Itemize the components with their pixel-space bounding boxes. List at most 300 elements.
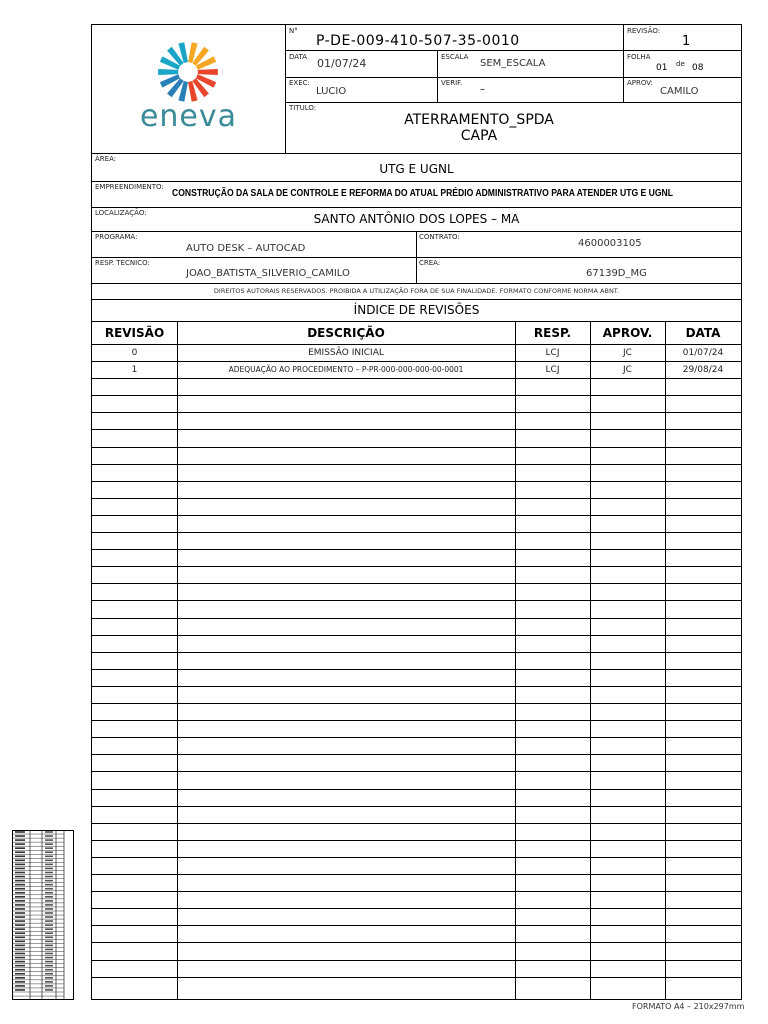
stamp-line (45, 851, 53, 853)
revision-cell-aprov (590, 841, 665, 857)
stamp-line (15, 843, 25, 845)
resp-tecnico-value: JOAO_BATISTA_SILVERIO_CAMILO (186, 268, 350, 279)
revision-row (92, 396, 741, 413)
revision-header-row (92, 322, 741, 345)
crea-value: 67139D_MG (586, 268, 647, 279)
stamp-line (45, 868, 53, 870)
revision-cell-descricao (177, 704, 515, 720)
revision-cell-revisao (92, 482, 177, 498)
revision-cell-data (665, 533, 741, 549)
revision-cell-data (665, 516, 741, 532)
date-value: 01/07/24 (317, 57, 367, 70)
stamp-line (15, 945, 25, 947)
revision-cell-aprov (590, 396, 665, 412)
revision-cell-data (665, 550, 741, 566)
revision-cell-descricao (177, 858, 515, 874)
revision-cell-data (665, 909, 741, 925)
revision-cell-descricao (177, 431, 515, 447)
revision-cell-resp (515, 482, 590, 498)
stamp-line (15, 961, 25, 963)
revision-cell-data (665, 790, 741, 806)
revision-row (92, 465, 741, 482)
revision-cell-resp (515, 944, 590, 960)
empreendimento-label: EMPREENDIMENTO: (95, 183, 164, 191)
revision-cell-revisao (92, 516, 177, 532)
revision-cell-aprov (590, 944, 665, 960)
stamp-line (15, 924, 25, 926)
revision-cell-descricao (177, 413, 515, 429)
revision-cell-resp (515, 448, 590, 464)
revision-row (92, 875, 741, 892)
revision-cell-revisao (92, 841, 177, 857)
stamp-line (45, 920, 53, 922)
revision-cell-aprov (590, 448, 665, 464)
area-value: UTG E UGNL (379, 162, 454, 176)
revision-cell-data (665, 721, 741, 737)
revision-cell-data (665, 602, 741, 618)
revision-cell-revisao (92, 944, 177, 960)
stamp-line (45, 941, 53, 943)
stamp-line (45, 864, 53, 866)
revision-cell-descricao (177, 533, 515, 549)
revision-row (92, 602, 741, 619)
direitos-notice: DIREITOS AUTORAIS RESERVADOS. PROIBIDA A UTILIZAÇÃO FORA DE SUA FINALIDADE. FORMATO CONFORME NORMA ABNT. (213, 287, 620, 295)
revision-row (92, 584, 741, 601)
revision-cell-resp (515, 909, 590, 925)
revision-cell-descricao (177, 670, 515, 686)
revision-row (92, 721, 741, 738)
revision-cell-revisao (92, 875, 177, 891)
revision-row (92, 413, 741, 430)
sun-ray (198, 69, 218, 75)
stamp-line (45, 953, 53, 955)
revision-number: 1 (682, 34, 691, 49)
verif-label: VERIF. (441, 79, 463, 87)
revision-cell-descricao (177, 653, 515, 669)
stamp-line (45, 924, 53, 926)
revision-cell-revisao (92, 602, 177, 618)
revision-cell-data (665, 687, 741, 703)
revision-row (92, 841, 741, 858)
revision-cell-aprov: JC (623, 365, 632, 376)
stamp-line (45, 872, 53, 874)
revision-cell-aprov (590, 978, 665, 994)
revision-cell-aprov (590, 379, 665, 395)
stamp-line (15, 941, 25, 943)
revision-cell-aprov (590, 619, 665, 635)
revision-cell-resp: LCJ (545, 348, 560, 358)
revision-cell-resp (515, 584, 590, 600)
revision-cell-data (665, 961, 741, 977)
stamp-line (15, 928, 25, 930)
stamp-line (15, 847, 25, 849)
stamp-line (45, 884, 53, 886)
revision-cell-descricao (177, 584, 515, 600)
titulo-label: TITULO: (289, 104, 317, 112)
revision-cell-data (665, 448, 741, 464)
stamp-line (15, 892, 25, 894)
revision-cell-revisao (92, 858, 177, 874)
revision-row (92, 790, 741, 807)
eneva-sun-icon (155, 39, 221, 105)
revision-row (92, 755, 741, 772)
revision-cell-aprov (590, 653, 665, 669)
revision-cell-resp (515, 738, 590, 754)
revision-cell-revisao (92, 978, 177, 994)
revisao-label: REVISÃO: (627, 27, 661, 35)
revision-row (92, 944, 741, 961)
revision-cell-revisao (92, 431, 177, 447)
revision-cell-aprov (590, 584, 665, 600)
revision-cell-descricao (177, 499, 515, 515)
revision-cell-data (665, 567, 741, 583)
revision-cell-aprov: JC (623, 348, 632, 358)
revision-cell-descricao (177, 755, 515, 771)
stamp-line (15, 908, 25, 910)
localizacao-label: LOCALIZAÇÃO: (95, 209, 147, 217)
revision-cell-resp (515, 687, 590, 703)
revision-cell-revisao (92, 755, 177, 771)
revision-cell-data (665, 926, 741, 942)
revision-cell-revisao (92, 687, 177, 703)
revision-cell-revisao (92, 448, 177, 464)
eneva-wordmark: eneva (139, 99, 238, 134)
revision-cell-data (665, 619, 741, 635)
revision-cell-data (665, 431, 741, 447)
revision-row (92, 926, 741, 943)
stamp-line (45, 904, 53, 906)
revision-cell-revisao (92, 465, 177, 481)
revision-cell-data (665, 824, 741, 840)
stamp-line (45, 880, 53, 882)
revision-cell-revisao (92, 550, 177, 566)
revision-cell-data (665, 482, 741, 498)
revision-cell-data (665, 738, 741, 754)
stamp-line (15, 884, 25, 886)
aprov-value: CAMILO (660, 86, 699, 97)
revision-cell-aprov (590, 892, 665, 908)
revision-cell-resp (515, 875, 590, 891)
revision-cell-revisao (92, 704, 177, 720)
revision-cell-aprov (590, 961, 665, 977)
revision-cell-revisao (92, 396, 177, 412)
stamp-line (45, 876, 53, 878)
stamp-line (15, 973, 25, 975)
revision-cell-resp (515, 636, 590, 652)
revision-cell-aprov (590, 875, 665, 891)
stamp-line (15, 953, 25, 955)
revision-cell-revisao: 1 (131, 365, 138, 376)
revision-cell-descricao: ADEQUAÇÃO AO PROCEDIMENTO – P-PR-000-000-000-00-0001 (228, 365, 464, 375)
revision-cell-aprov (590, 431, 665, 447)
stamp-line (45, 969, 53, 971)
revision-cell-aprov (590, 773, 665, 789)
revision-row (92, 636, 741, 653)
revision-cell-resp (515, 533, 590, 549)
revision-row (92, 345, 741, 362)
revision-cell-revisao (92, 773, 177, 789)
revision-cell-descricao (177, 773, 515, 789)
revision-cell-aprov (590, 807, 665, 823)
revision-row (92, 704, 741, 721)
revision-col-header: DESCRIÇÃO (307, 326, 385, 340)
revision-cell-revisao (92, 619, 177, 635)
stamp-line (15, 888, 25, 890)
revision-row (92, 858, 741, 875)
programa-value: AUTO DESK – AUTOCAD (186, 243, 306, 254)
stamp-line (45, 900, 53, 902)
stamp-line (45, 965, 53, 967)
stamp-line (45, 912, 53, 914)
revision-cell-aprov (590, 516, 665, 532)
stamp-line (15, 851, 25, 853)
revision-cell-resp (515, 892, 590, 908)
revision-cell-resp (515, 550, 590, 566)
revision-cell-aprov (590, 704, 665, 720)
revision-row (92, 961, 741, 978)
verif-value: – (480, 84, 485, 95)
revision-row (92, 619, 741, 636)
stamp-line (45, 989, 53, 991)
exec-label: EXEC: (289, 79, 310, 87)
revision-cell-aprov (590, 413, 665, 429)
eneva-logo (92, 25, 285, 153)
stamp-line (45, 847, 53, 849)
revision-cell-data (665, 773, 741, 789)
revision-cell-resp (515, 431, 590, 447)
revision-cell-descricao (177, 687, 515, 703)
revision-cell-data (665, 396, 741, 412)
revision-cell-descricao (177, 482, 515, 498)
revision-cell-data (665, 670, 741, 686)
stamp-line (45, 945, 53, 947)
revision-cell-data (665, 413, 741, 429)
revision-cell-resp (515, 807, 590, 823)
stamp-line (15, 916, 25, 918)
revision-index-title: ÍNDICE DE REVISÕES (353, 303, 480, 317)
stamp-line (15, 839, 25, 841)
revision-cell-aprov (590, 465, 665, 481)
stamp-line (15, 896, 25, 898)
revision-cell-descricao (177, 807, 515, 823)
revision-cell-resp (515, 670, 590, 686)
revision-cell-descricao (177, 448, 515, 464)
revision-cell-resp (515, 721, 590, 737)
revision-col-header: RESP. (533, 326, 572, 340)
stamp-line (45, 888, 53, 890)
revision-cell-aprov (590, 567, 665, 583)
revision-cell-resp (515, 379, 590, 395)
revision-cell-resp (515, 704, 590, 720)
revision-cell-aprov (590, 858, 665, 874)
revision-cell-resp (515, 961, 590, 977)
revision-cell-revisao: 0 (131, 348, 138, 358)
revision-cell-resp (515, 858, 590, 874)
revision-cell-revisao (92, 533, 177, 549)
stamp-line (15, 835, 25, 837)
revision-cell-descricao (177, 892, 515, 908)
revision-row (92, 807, 741, 824)
revision-cell-resp (515, 773, 590, 789)
stamp-line (45, 928, 53, 930)
revision-cell-aprov (590, 499, 665, 515)
revision-cell-data (665, 584, 741, 600)
revision-cell-descricao (177, 619, 515, 635)
revision-cell-resp (515, 824, 590, 840)
stamp-line (45, 860, 53, 862)
revision-cell-resp (515, 413, 590, 429)
document-number: P-DE-009-410-507-35-0010 (316, 33, 520, 49)
formato-note: FORMATO A4 – 210x297mm (632, 1002, 745, 1011)
revision-cell-revisao (92, 824, 177, 840)
revision-row (92, 773, 741, 790)
data-label: DATA (289, 53, 308, 61)
revision-cell-revisao (92, 721, 177, 737)
revision-col-header: DATA (685, 326, 721, 340)
stamp-line (45, 856, 53, 858)
revision-row (92, 362, 741, 379)
revision-row (92, 533, 741, 550)
revision-cell-data (665, 858, 741, 874)
escala-value: SEM_ESCALA (480, 58, 546, 69)
revision-cell-revisao (92, 892, 177, 908)
stamp-line (15, 981, 25, 983)
revision-cell-aprov (590, 602, 665, 618)
revision-row (92, 824, 741, 841)
folha-index-stamp (12, 830, 74, 1000)
title-line-1: ATERRAMENTO_SPDA (404, 112, 554, 128)
stamp-line (15, 969, 25, 971)
revision-cell-descricao (177, 926, 515, 942)
stamp-line (15, 856, 25, 858)
stamp-line (15, 965, 25, 967)
revision-col-header: APROV. (602, 326, 653, 340)
revision-cell-revisao (92, 584, 177, 600)
stamp-line (45, 843, 53, 845)
stamp-line (45, 985, 53, 987)
stamp-line (45, 937, 53, 939)
revision-cell-descricao (177, 875, 515, 891)
revision-row (92, 448, 741, 465)
revision-cell-resp (515, 619, 590, 635)
localizacao-value: SANTO ANTÔNIO DOS LOPES – MA (313, 212, 520, 226)
revision-cell-revisao (92, 567, 177, 583)
revision-cell-descricao (177, 978, 515, 994)
revision-cell-data (665, 841, 741, 857)
stamp-line (45, 932, 53, 934)
revision-cell-resp (515, 841, 590, 857)
revision-cell-descricao (177, 379, 515, 395)
revision-row (92, 482, 741, 499)
revision-cell-data (665, 636, 741, 652)
crea-label: CREA: (419, 259, 441, 267)
escala-label: ESCALA (441, 53, 469, 61)
exec-value: LUCIO (316, 86, 347, 97)
revision-cell-data (665, 807, 741, 823)
revision-cell-descricao (177, 567, 515, 583)
stamp-line (15, 957, 25, 959)
revision-cell-data (665, 755, 741, 771)
revision-cell-aprov (590, 636, 665, 652)
revision-cell-descricao (177, 550, 515, 566)
revision-cell-descricao (177, 396, 515, 412)
stamp-line (15, 949, 25, 951)
stamp-line (45, 916, 53, 918)
area-label: ÁREA: (95, 155, 117, 163)
revision-cell-aprov (590, 790, 665, 806)
stamp-line (45, 957, 53, 959)
stamp-line (15, 831, 25, 833)
revision-row (92, 738, 741, 755)
revision-cell-resp (515, 396, 590, 412)
revision-row (92, 909, 741, 926)
revision-cell-revisao (92, 926, 177, 942)
stamp-line (45, 908, 53, 910)
revision-cell-descricao (177, 824, 515, 840)
revision-cell-aprov (590, 755, 665, 771)
stamp-line (15, 985, 25, 987)
revision-col-header: REVISÃO (104, 326, 165, 340)
stamp-line (15, 872, 25, 874)
revision-cell-resp (515, 567, 590, 583)
revision-cell-revisao (92, 738, 177, 754)
revision-cell-resp (515, 653, 590, 669)
programa-label: PROGRAMA: (95, 233, 138, 241)
stamp-line (15, 912, 25, 914)
revision-cell-aprov (590, 482, 665, 498)
contrato-label: CONTRATO: (419, 233, 460, 241)
revision-cell-descricao: EMISSÃO INICIAL (308, 348, 384, 358)
revision-cell-resp (515, 755, 590, 771)
stamp-line (15, 876, 25, 878)
revision-cell-data (665, 704, 741, 720)
revision-row (92, 379, 741, 396)
sun-ray (158, 69, 178, 75)
revision-cell-revisao (92, 807, 177, 823)
revision-cell-descricao (177, 636, 515, 652)
revision-cell-descricao (177, 721, 515, 737)
revision-cell-data (665, 499, 741, 515)
revision-cell-revisao (92, 499, 177, 515)
revision-cell-resp (515, 978, 590, 994)
revision-cell-resp (515, 516, 590, 532)
revision-cell-aprov (590, 926, 665, 942)
revision-cell-descricao (177, 909, 515, 925)
revision-row (92, 670, 741, 687)
stamp-line (15, 860, 25, 862)
revision-row (92, 687, 741, 704)
stamp-line (45, 835, 53, 837)
revision-cell-descricao (177, 790, 515, 806)
revision-row (92, 550, 741, 567)
stamp-line (15, 868, 25, 870)
revision-cell-aprov (590, 670, 665, 686)
revision-cell-data (665, 944, 741, 960)
stamp-line (15, 937, 25, 939)
stamp-line (15, 989, 25, 991)
revision-cell-data (665, 653, 741, 669)
revision-cell-data: 29/08/24 (682, 365, 724, 376)
revision-cell-resp: LCJ (545, 365, 560, 376)
stamp-line (45, 961, 53, 963)
stamp-line (45, 973, 53, 975)
stamp-line (15, 932, 25, 934)
revision-cell-revisao (92, 413, 177, 429)
revision-cell-data (665, 875, 741, 891)
stamp-line (15, 920, 25, 922)
aprov-label: APROV: (627, 79, 653, 87)
folha-number: 01 (656, 63, 668, 73)
